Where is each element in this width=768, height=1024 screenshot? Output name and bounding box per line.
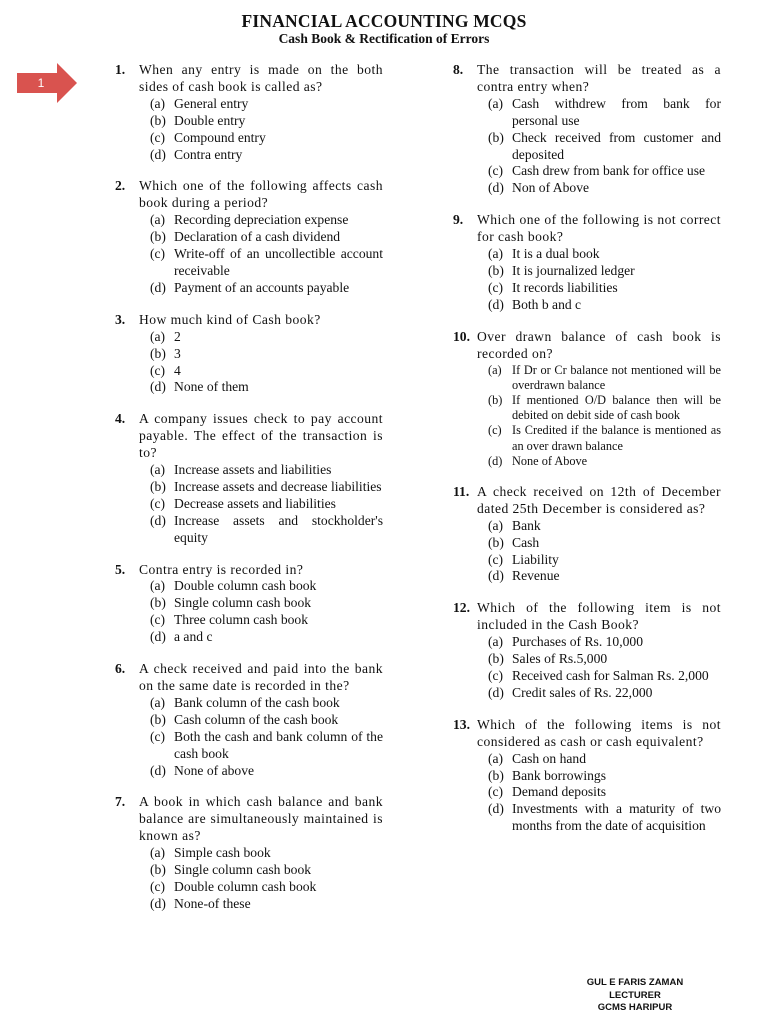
- page-marker-arrow: [17, 63, 77, 103]
- option-text: Increase assets and liabilities: [174, 462, 332, 478]
- option-item: [150, 729, 383, 763]
- option-label: (b): [150, 112, 166, 128]
- option-item: [488, 163, 721, 180]
- option-text: Write-off of an uncollectible account receivable: [174, 246, 383, 278]
- question-text: Which one of the following is not correct for cash book?: [477, 212, 721, 245]
- question-number: 12.: [453, 600, 470, 616]
- question-number: 7.: [115, 794, 126, 810]
- option-text: Cash column of the cash book: [174, 711, 339, 727]
- option-item: [150, 229, 383, 246]
- option-label: (d): [488, 180, 504, 196]
- option-item: [150, 329, 383, 346]
- option-label: (a): [488, 246, 504, 262]
- option-label: (a): [150, 845, 166, 861]
- question-number: 9.: [453, 212, 464, 228]
- option-text: Double column cash book: [174, 878, 317, 894]
- question-text: A book in which cash balance and bank balance are simultaneously maintained is known as?: [139, 794, 383, 844]
- question-item: [453, 484, 721, 585]
- option-item: [150, 896, 383, 913]
- option-text: None of above: [174, 762, 255, 778]
- question-number: 5.: [115, 561, 126, 577]
- option-text: Bank: [512, 517, 541, 533]
- option-text: Demand deposits: [512, 784, 607, 800]
- option-label: (b): [488, 767, 504, 783]
- option-list: [488, 96, 721, 197]
- option-item: [488, 130, 721, 164]
- option-label: (b): [150, 478, 166, 494]
- option-item: [488, 246, 721, 263]
- option-item: [150, 379, 383, 396]
- question-stem: [453, 62, 721, 96]
- question-text: A check received and paid into the bank on the same date is recorded in the?: [139, 661, 383, 693]
- option-label: (c): [150, 495, 166, 511]
- question-text: Over drawn balance of cash book is recorded on?: [477, 328, 721, 361]
- option-item: [150, 496, 383, 513]
- option-label: (b): [488, 129, 504, 145]
- question-text: Which one of the following affects cash book during a period?: [139, 178, 383, 211]
- option-text: It records liabilities: [512, 279, 618, 295]
- option-label: (d): [150, 895, 166, 911]
- option-item: [488, 180, 721, 197]
- option-item: [150, 346, 383, 363]
- question-number: 8.: [453, 62, 464, 77]
- option-item: [150, 629, 383, 646]
- option-item: [488, 685, 721, 702]
- question-stem: [453, 212, 721, 246]
- option-label: (c): [488, 784, 504, 800]
- option-item: [150, 212, 383, 229]
- option-item: [488, 552, 721, 569]
- option-item: [488, 535, 721, 552]
- question-number: 10.: [453, 328, 470, 344]
- option-item: [150, 845, 383, 862]
- option-label: (d): [150, 379, 166, 395]
- question-text: A check received on 12th of December dated 25th December is considered as?: [477, 483, 721, 516]
- question-text: A company issues check to pay account payable. The effect of the transaction is to?: [139, 411, 383, 461]
- option-label: (b): [150, 862, 166, 878]
- question-text: How much kind of Cash book?: [139, 311, 321, 327]
- option-text: Payment of an accounts payable: [174, 279, 350, 295]
- question-text: Contra entry is recorded in?: [139, 561, 304, 577]
- question-stem: [115, 794, 383, 845]
- option-text: Single column cash book: [174, 862, 312, 878]
- option-label: (d): [488, 684, 504, 700]
- option-item: [150, 578, 383, 595]
- question-text: The transaction will be treated as a contra entry when?: [477, 62, 721, 94]
- option-text: Cash drew from bank for office use: [512, 163, 706, 179]
- question-item: [115, 562, 383, 647]
- option-item: [488, 393, 721, 423]
- option-label: (a): [488, 517, 504, 533]
- option-list: [488, 363, 721, 469]
- author-institution: GCMS HARIPUR: [597, 1002, 673, 1013]
- option-label: (a): [150, 694, 166, 710]
- question-text: Which of the following item is not included in the Cash Book?: [477, 600, 721, 633]
- option-label: (c): [150, 878, 166, 894]
- option-label: (d): [488, 801, 504, 817]
- option-item: [150, 147, 383, 164]
- option-label: (c): [488, 667, 504, 683]
- option-label: (b): [488, 392, 503, 407]
- option-text: Single column cash book: [174, 595, 312, 611]
- option-text: Revenue: [512, 568, 560, 584]
- question-item: [453, 212, 721, 313]
- option-text: Three column cash book: [174, 612, 309, 628]
- option-text: Decrease assets and liabilities: [174, 495, 336, 511]
- option-text: 3: [174, 345, 181, 361]
- option-label: (a): [150, 95, 166, 111]
- option-label: (d): [150, 512, 166, 528]
- right-column: [453, 62, 721, 850]
- option-text: None-of these: [174, 895, 251, 911]
- option-text: Contra entry: [174, 146, 243, 162]
- option-item: [488, 454, 721, 469]
- option-list: [150, 462, 383, 547]
- page-marker-label: 1: [37, 76, 45, 90]
- option-item: [488, 363, 721, 393]
- question-number: 4.: [115, 411, 126, 427]
- page-marker-arrow-shape: [17, 63, 77, 103]
- question-item: [453, 717, 721, 835]
- option-label: (b): [150, 345, 166, 361]
- question-item: [453, 329, 721, 469]
- option-item: [150, 862, 383, 879]
- question-stem: [453, 329, 721, 363]
- document-title: FINANCIAL ACCOUNTING MCQS: [241, 11, 527, 31]
- option-list: [150, 329, 383, 397]
- option-label: (b): [488, 651, 504, 667]
- question-stem: [115, 661, 383, 695]
- option-list: [150, 212, 383, 297]
- option-text: Cash withdrew from bank for personal use: [512, 95, 721, 128]
- option-text: General entry: [174, 95, 249, 111]
- option-text: Bank column of the cash book: [174, 694, 340, 710]
- option-item: [150, 595, 383, 612]
- option-item: [150, 363, 383, 380]
- option-text: Liability: [512, 551, 559, 567]
- question-number: 11.: [453, 483, 470, 499]
- option-label: (d): [488, 453, 503, 468]
- option-text: Sales of Rs.5,000: [512, 651, 608, 667]
- option-item: [488, 423, 721, 453]
- option-label: (a): [150, 328, 166, 344]
- option-text: Check received from customer and deposited: [512, 129, 721, 162]
- option-label: (a): [150, 462, 166, 478]
- author-name: GUL E FARIS ZAMAN: [586, 977, 684, 988]
- option-text: Credit sales of Rs. 22,000: [512, 684, 653, 700]
- question-item: [115, 661, 383, 779]
- option-text: 4: [174, 362, 181, 378]
- option-list: [150, 695, 383, 780]
- option-text: Purchases of Rs. 10,000: [512, 634, 644, 650]
- option-label: (c): [488, 279, 504, 295]
- question-number: 3.: [115, 311, 126, 327]
- option-label: (d): [150, 629, 166, 645]
- option-label: (c): [488, 551, 504, 567]
- question-item: [115, 312, 383, 397]
- option-text: 2: [174, 328, 181, 344]
- question-stem: [115, 312, 383, 329]
- option-item: [150, 113, 383, 130]
- option-item: [150, 130, 383, 147]
- option-text: Compound entry: [174, 129, 266, 145]
- option-text: Both b and c: [512, 296, 582, 312]
- option-item: [150, 479, 383, 496]
- question-item: [115, 411, 383, 546]
- option-label: (d): [150, 762, 166, 778]
- option-item: [150, 280, 383, 297]
- question-number: 1.: [115, 62, 126, 77]
- option-item: [150, 712, 383, 729]
- question-item: [453, 62, 721, 197]
- option-text: Recording depreciation expense: [174, 212, 349, 228]
- option-text: Non of Above: [512, 180, 590, 196]
- option-item: [488, 263, 721, 280]
- option-text: None of Above: [512, 453, 588, 468]
- document-subtitle: Cash Book & Rectification of Errors: [278, 31, 490, 46]
- option-list: [150, 845, 383, 913]
- option-text: Bank borrowings: [512, 767, 607, 783]
- option-text: If mentioned O/D balance then will be debited on debit side of cash book: [512, 392, 721, 423]
- option-list: [488, 246, 721, 314]
- option-label: (c): [488, 163, 504, 179]
- option-label: (c): [150, 612, 166, 628]
- option-list: [488, 751, 721, 836]
- option-item: [488, 651, 721, 668]
- option-item: [488, 668, 721, 685]
- option-item: [488, 784, 721, 801]
- option-item: [150, 462, 383, 479]
- question-stem: [115, 62, 383, 96]
- option-label: (d): [150, 279, 166, 295]
- question-item: [115, 178, 383, 296]
- question-item: [453, 600, 721, 701]
- option-label: (b): [488, 534, 504, 550]
- option-label: (b): [488, 262, 504, 278]
- option-item: [488, 297, 721, 314]
- question-number: 13.: [453, 716, 470, 732]
- option-label: (d): [150, 146, 166, 162]
- option-label: (d): [488, 568, 504, 584]
- option-item: [488, 280, 721, 297]
- option-label: (c): [150, 129, 166, 145]
- option-list: [488, 518, 721, 586]
- question-stem: [453, 600, 721, 634]
- option-text: Double entry: [174, 112, 246, 128]
- option-item: [488, 634, 721, 651]
- option-text: Investments with a maturity of two months from the date of acquisition: [512, 801, 721, 834]
- option-text: None of them: [174, 379, 249, 395]
- question-item: [115, 794, 383, 912]
- option-text: Cash on hand: [512, 750, 587, 766]
- option-item: [150, 763, 383, 780]
- option-list: [150, 96, 383, 164]
- option-list: [488, 634, 721, 702]
- option-item: [488, 751, 721, 768]
- question-stem: [115, 411, 383, 462]
- option-label: (d): [488, 296, 504, 312]
- option-label: (b): [150, 229, 166, 245]
- option-label: (a): [488, 362, 502, 377]
- option-text: Cash: [512, 534, 540, 550]
- option-item: [488, 801, 721, 835]
- question-stem: [115, 178, 383, 212]
- option-text: Increase assets and stockholder's equity: [174, 512, 383, 545]
- option-text: If Dr or Cr balance not mentioned will be overdrawn balance: [512, 362, 721, 392]
- option-item: [488, 568, 721, 585]
- option-label: (b): [150, 711, 166, 727]
- question-number: 6.: [115, 661, 126, 677]
- question-text: Which of the following items is not considered as cash or cash equivalent?: [477, 716, 721, 749]
- question-stem: [453, 484, 721, 518]
- option-label: (a): [150, 578, 166, 594]
- left-column: [115, 62, 383, 928]
- option-label: (a): [150, 212, 166, 228]
- option-text: Double column cash book: [174, 578, 317, 594]
- question-stem: [453, 717, 721, 751]
- author-signature: [540, 977, 730, 1015]
- option-item: [150, 695, 383, 712]
- option-item: [150, 612, 383, 629]
- option-label: (b): [150, 595, 166, 611]
- option-item: [488, 768, 721, 785]
- option-list: [150, 578, 383, 646]
- option-label: (c): [150, 728, 166, 744]
- option-text: Is Credited if the balance is mentioned as an over drawn balance: [512, 423, 721, 453]
- option-text: Both the cash and bank column of the cash book: [174, 728, 383, 761]
- option-item: [150, 879, 383, 896]
- option-text: It is journalized ledger: [512, 262, 635, 278]
- option-label: (a): [488, 634, 504, 650]
- option-label: (c): [488, 423, 502, 438]
- option-label: (a): [488, 95, 504, 111]
- author-position: LECTURER: [609, 989, 661, 1001]
- question-text: When any entry is made on the both sides of cash book is called as?: [139, 62, 383, 94]
- question-stem: [115, 562, 383, 579]
- option-item: [488, 96, 721, 130]
- question-item: [115, 62, 383, 163]
- option-text: Received cash for Salman Rs. 2,000: [512, 667, 709, 683]
- option-label: (c): [150, 246, 166, 262]
- option-item: [488, 518, 721, 535]
- option-text: It is a dual book: [512, 246, 600, 262]
- option-text: Declaration of a cash dividend: [174, 229, 341, 245]
- option-item: [150, 513, 383, 547]
- option-text: Increase assets and decrease liabilities: [174, 478, 382, 494]
- option-label: (c): [150, 362, 166, 378]
- option-text: Simple cash book: [174, 845, 271, 861]
- option-label: (a): [488, 750, 504, 766]
- question-number: 2.: [115, 178, 126, 194]
- option-item: [150, 246, 383, 280]
- option-text: a and c: [174, 629, 213, 645]
- option-item: [150, 96, 383, 113]
